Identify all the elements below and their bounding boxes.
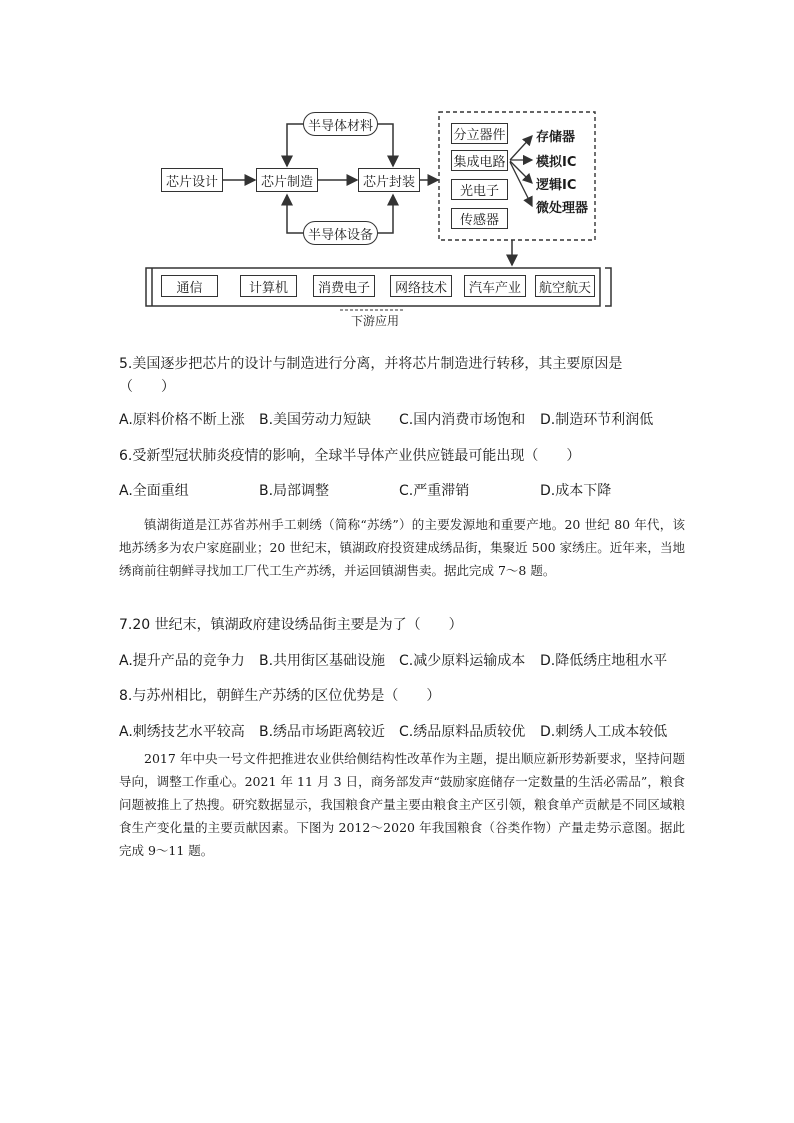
question-6-option-d: D.成本下降: [540, 483, 612, 499]
question-5-option-d: D.制造环节利润低: [540, 412, 654, 428]
arrow-equipment-to-packaging: [378, 195, 393, 233]
question-6-option-a: A.全面重组: [119, 483, 189, 499]
downstream-item-network-tech: 网络技术: [390, 275, 452, 297]
optoelectronics-box: 光电子: [451, 179, 508, 200]
question-8-option-b: B.绣品市场距离较近: [259, 724, 386, 740]
question-7-option-b: B.共用街区基础设施: [259, 653, 386, 669]
discrete-devices-box: 分立器件: [451, 123, 508, 144]
arrow-ic-to-logic: [510, 161, 532, 183]
question-8-option-c: C.绣品原料品质较优: [399, 724, 526, 740]
arrow-ic-to-memory: [510, 136, 532, 160]
question-5-stem: 5.美国逐步把芯片的设计与制造进行分离，并将芯片制造进行转移，其主要原因是: [119, 356, 623, 372]
question-7-option-d: D.降低绣庄地租水平: [540, 653, 668, 669]
chip-manufacturing-box: 芯片制造: [256, 168, 318, 192]
question-5-paren: （ ）: [119, 379, 175, 395]
passage-grain: 2017 年中央一号文件把推进农业供给侧结构性改革作为主题，提出顺应新形势新要求，坚持问题导向，调整工作重心。2021 年 11 月 3 日，商务部发声“鼓励家庭储存一定数量的生活必需品”，粮食问题被推上了热搜。研究数据显示，我国粮食产量主要由粮食主产区引领，粮食单产贡献是不同区域粮食生产变化量的主要贡献因素。下图为 2012～2020 年我国粮食（谷类作物）产量走势示意图。据此完成 9～11 题。: [119, 751, 685, 858]
downstream-item-consumer-electronics: 消费电子: [313, 275, 375, 297]
question-5-option-c: C.国内消费市场饱和: [399, 412, 526, 428]
arrow-equipment-to-manufacturing: [287, 195, 303, 233]
question-5-option-a: A.原料价格不断上涨: [119, 412, 245, 428]
arrow-ic-to-microprocessor: [510, 162, 532, 206]
ic-type-memory: 存储器: [536, 130, 576, 145]
arrow-materials-to-packaging: [378, 124, 393, 166]
question-8-stem: 8.与苏州相比，朝鲜生产苏绣的区位优势是（ ）: [119, 688, 441, 704]
question-7-option-c: C.减少原料运输成本: [399, 653, 526, 669]
downstream-item-computer: 计算机: [240, 275, 297, 297]
question-6-option-c: C.严重滞销: [399, 483, 470, 499]
question-5-option-b: B.美国劳动力短缺: [259, 412, 372, 428]
semiconductor-equipment-oval: 半导体设备: [303, 221, 378, 245]
integrated-circuit-box: 集成电路: [451, 150, 508, 171]
question-8-option-d: D.刺绣人工成本较低: [540, 724, 668, 740]
chip-design-box: 芯片设计: [161, 168, 223, 192]
downstream-label: 下游应用: [351, 314, 400, 328]
question-7-option-a: A.提升产品的竞争力: [119, 653, 245, 669]
question-7-stem: 7.20 世纪末，镇湖政府建设绣品街主要是为了（ ）: [119, 617, 463, 633]
ic-type-analog: 模拟IC: [536, 155, 577, 170]
chip-packaging-box: 芯片封装: [358, 168, 420, 192]
question-6-stem: 6.受新型冠状肺炎疫情的影响，全球半导体产业供应链最可能出现（ ）: [119, 448, 581, 464]
ic-type-logic: 逻辑IC: [536, 178, 577, 193]
question-8-option-a: A.刺绣技艺水平较高: [119, 724, 245, 740]
arrow-materials-to-manufacturing: [287, 124, 303, 166]
question-6-option-b: B.局部调整: [259, 483, 330, 499]
passage-zhenhu: 镇湖街道是江苏省苏州手工刺绣（简称“苏绣”）的主要发源地和重要产地。20 世纪 80 年代，该地苏绣多为农户家庭副业；20 世纪末，镇湖政府投资建成绣品街，集聚近 500 家绣庄。近年来，当地绣商前往朝鲜寻找加工厂代工生产苏绣，并运回镇湖售卖。据此完成 7～8 题。: [119, 517, 685, 578]
semiconductor-materials-oval: 半导体材料: [303, 112, 378, 136]
sensors-box: 传感器: [451, 208, 508, 229]
downstream-item-automotive: 汽车产业: [464, 275, 526, 297]
downstream-item-aerospace: 航空航天: [535, 275, 595, 297]
downstream-item-communication: 通信: [161, 275, 218, 297]
ic-type-microprocessor: 微处理器: [536, 201, 589, 216]
